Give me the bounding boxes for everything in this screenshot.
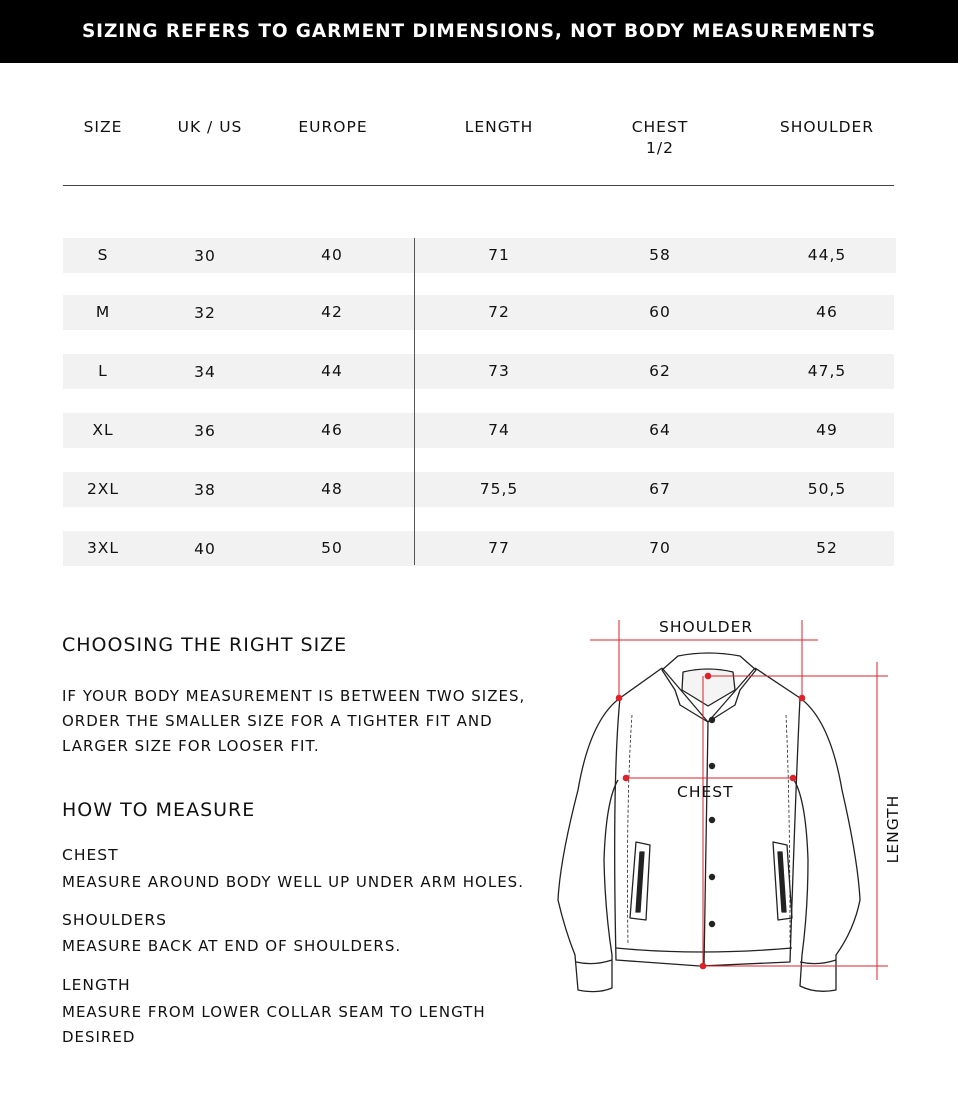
cell-europe: 42 (321, 303, 343, 321)
header-length: LENGTH (464, 118, 534, 136)
cell-europe: 48 (321, 480, 343, 498)
cell-length: 74 (488, 421, 510, 439)
cell-uk-us: 32 (194, 304, 216, 322)
header-chest (590, 117, 730, 159)
jacket-body-outline (615, 668, 800, 966)
header-shoulder: SHOULDER (779, 118, 875, 136)
cell-chest: 62 (649, 362, 671, 380)
banner-text: SIZING REFERS TO GARMENT DIMENSIONS, NOT BODY MEASUREMENTS (81, 21, 877, 42)
cell-uk-us: 38 (194, 481, 216, 499)
cell-chest: 60 (649, 303, 671, 321)
cell-shoulder: 44,5 (807, 246, 847, 264)
cell-length: 72 (488, 303, 510, 321)
cell-chest: 58 (649, 246, 671, 264)
table-row (63, 531, 894, 566)
header-divider (63, 185, 894, 186)
cell-europe: 40 (321, 246, 343, 264)
measure-shoulders-label: SHOULDERS (62, 911, 168, 929)
table-row (63, 238, 896, 273)
cell-length: 77 (488, 539, 510, 557)
cell-europe: 44 (321, 362, 343, 380)
cell-uk-us: 36 (194, 422, 216, 440)
table-row (63, 472, 894, 507)
table-row (63, 295, 894, 330)
cell-length: 71 (488, 246, 510, 264)
cell-size: 2XL (86, 480, 120, 498)
cell-europe: 50 (321, 539, 343, 557)
cell-shoulder: 46 (816, 303, 838, 321)
measure-length-text (62, 1000, 486, 1050)
cell-chest: 64 (649, 421, 671, 439)
cell-uk-us: 40 (194, 540, 216, 558)
cell-size: 3XL (86, 539, 120, 557)
table-row (63, 354, 894, 389)
header-chest-label: CHEST (631, 118, 689, 136)
jacket-right-sleeve (794, 698, 860, 991)
measure-length-line: DESIRED (62, 1028, 136, 1046)
choosing-line: ORDER THE SMALLER SIZE FOR A TIGHTER FIT AND (62, 712, 493, 730)
diagram-shoulder-label: SHOULDER (659, 618, 754, 636)
table-column-divider (414, 238, 415, 565)
cell-chest: 67 (649, 480, 671, 498)
header-uk-us: UK / US (177, 118, 243, 136)
header-europe: EUROPE (298, 118, 368, 136)
header-size: SIZE (83, 118, 123, 136)
cell-size: L (98, 362, 108, 380)
jacket-left-sleeve (558, 698, 620, 992)
cell-length: 73 (488, 362, 510, 380)
cell-europe: 46 (321, 421, 343, 439)
cell-shoulder: 49 (816, 421, 838, 439)
choosing-text (62, 684, 525, 759)
choosing-line: LARGER SIZE FOR LOOSER FIT. (62, 737, 320, 755)
choosing-title: CHOOSING THE RIGHT SIZE (62, 634, 348, 656)
measure-chest-text: MEASURE AROUND BODY WELL UP UNDER ARM HOLES. (62, 873, 524, 891)
cell-size: XL (92, 421, 114, 439)
choosing-line: IF YOUR BODY MEASUREMENT IS BETWEEN TWO SIZES, (62, 687, 526, 705)
cell-uk-us: 34 (194, 363, 216, 381)
cell-shoulder: 52 (816, 539, 838, 557)
header-chest-sub: 1/2 (646, 139, 674, 157)
cell-shoulder: 47,5 (807, 362, 847, 380)
diagram-length-label: LENGTH (884, 794, 902, 864)
cell-uk-us: 30 (194, 247, 216, 265)
cell-shoulder: 50,5 (807, 480, 847, 498)
measure-lines (590, 620, 888, 980)
table-row (63, 413, 894, 448)
diagram-chest-label: CHEST (677, 783, 734, 801)
measure-length-label: LENGTH (62, 976, 131, 994)
cell-size: S (97, 246, 109, 264)
cell-chest: 70 (649, 539, 671, 557)
measure-shoulders-text: MEASURE BACK AT END OF SHOULDERS. (62, 937, 402, 955)
jacket-buttons (709, 717, 715, 927)
measure-chest-label: CHEST (62, 846, 119, 864)
cell-size: M (95, 303, 111, 321)
banner (0, 0, 958, 63)
measure-title: HOW TO MEASURE (62, 799, 256, 821)
cell-length: 75,5 (479, 480, 519, 498)
measure-length-line: MEASURE FROM LOWER COLLAR SEAM TO LENGTH (62, 1003, 486, 1021)
